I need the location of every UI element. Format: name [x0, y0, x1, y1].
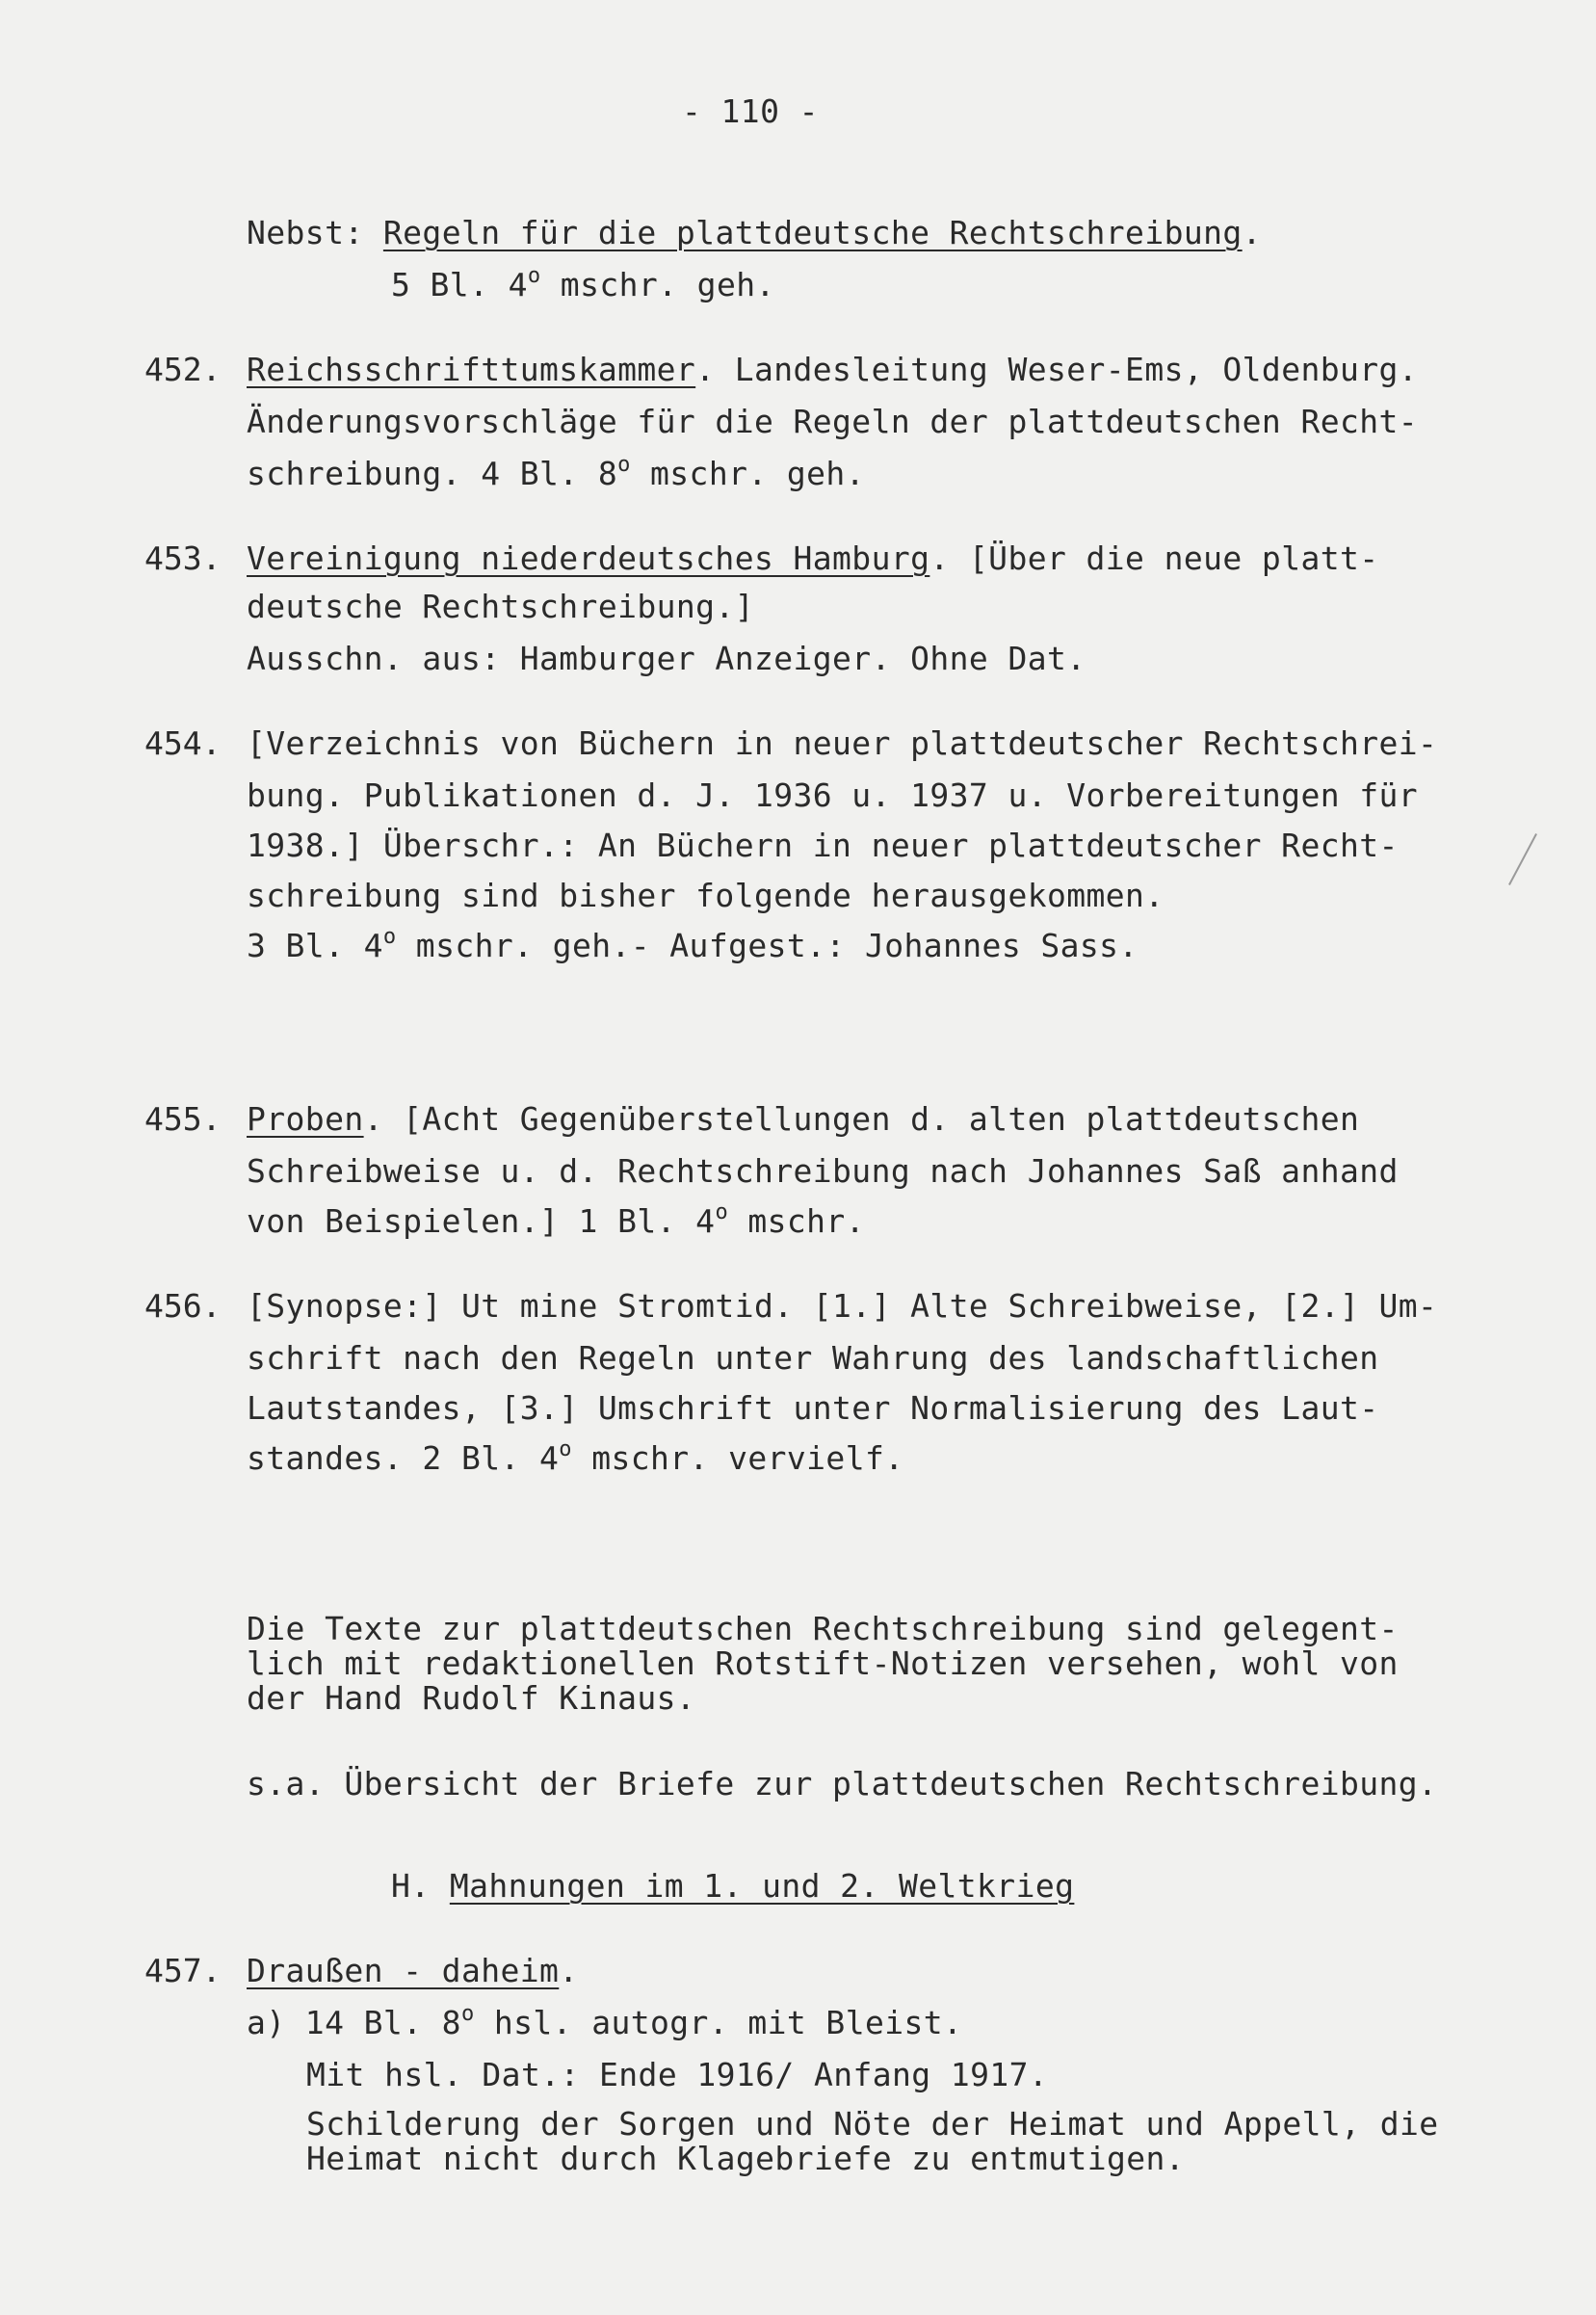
entry-457-item-a-rest: hsl. autogr. mit Bleist.: [474, 2004, 963, 2041]
entry-453-line1-rest: . [Über die neue platt-: [929, 539, 1379, 577]
entry-457-desc1: Schilderung der Sorgen und Nöte der Heimat und Appell, die: [306, 2105, 1439, 2143]
nebst-desc: [391, 266, 775, 304]
entry-452-sup: o: [617, 453, 631, 477]
entry-457-sup: o: [460, 2002, 475, 2026]
nebst-line: [247, 214, 1262, 252]
pencil-mark: [1508, 833, 1537, 885]
entry-453-line1: [247, 539, 1379, 578]
entry-452-title: Reichsschrifttumskammer: [247, 351, 696, 388]
entry-452-line2: Änderungsvorschläge für die Regeln der plattdeutschen Recht-: [247, 403, 1419, 440]
entry-455-line3-rest: mschr.: [728, 1202, 865, 1240]
entry-457-item-a: [247, 2004, 962, 2042]
entry-455-line3: [247, 1202, 865, 1241]
entry-452-line3-rest: mschr. geh.: [630, 455, 865, 492]
entry-452-line3: [247, 455, 865, 493]
entry-455-title: Proben: [247, 1100, 364, 1138]
entry-457-line1: [247, 1952, 579, 1990]
see-also-line: s.a. Übersicht der Briefe zur plattdeutschen Rechtschreibung.: [247, 1765, 1438, 1802]
entry-455-line1-rest: . [Acht Gegenüberstellungen d. alten plattdeutschen: [363, 1100, 1360, 1138]
entry-457-title: Draußen - daheim: [247, 1952, 560, 1989]
nebst-desc-sup: o: [527, 264, 541, 288]
entry-number-456: 456.: [144, 1287, 222, 1325]
section-title: Mahnungen im 1. und 2. Weltkrieg: [449, 1867, 1075, 1905]
entry-454-line5: [247, 927, 1138, 965]
section-heading: [391, 1867, 1074, 1906]
entry-453-line3: Ausschn. aus: Hamburger Anzeiger. Ohne Dat.: [247, 640, 1086, 677]
entry-456-line4: [247, 1439, 904, 1478]
entry-454-line4: schreibung sind bisher folgende herausgekommen.: [247, 877, 1164, 914]
entry-453-line2: deutsche Rechtschreibung.]: [247, 588, 754, 625]
entry-457-desc2: Heimat nicht durch Klagebriefe zu entmutigen.: [306, 2140, 1186, 2177]
entry-number-457: 457.: [144, 1952, 222, 1989]
entry-456-line1: [Synopse:] Ut mine Stromtid. [1.] Alte Schreibweise, [2.] Um-: [247, 1287, 1438, 1325]
entry-457-date: Mit hsl. Dat.: Ende 1916/ Anfang 1917.: [306, 2056, 1049, 2093]
entry-452-line3-text: schreibung. 4 Bl. 8: [247, 455, 618, 492]
entry-455-line3-text: von Beispielen.] 1 Bl. 4: [247, 1202, 716, 1240]
entry-454-line1: [Verzeichnis von Büchern in neuer plattdeutscher Rechtschrei-: [247, 724, 1438, 762]
entry-456-line2: schrift nach den Regeln unter Wahrung des landschaftlichen: [247, 1339, 1379, 1377]
entry-456-line4-rest: mschr. vervielf.: [571, 1439, 904, 1477]
section-prefix: H.: [391, 1867, 450, 1905]
nebst-label: Nebst:: [247, 214, 364, 251]
entry-455-line2: Schreibweise u. d. Rechtschreibung nach Johannes Saß anhand: [247, 1152, 1399, 1190]
entry-456-sup: o: [559, 1437, 572, 1461]
entry-454-line3: 1938.] Überschr.: An Büchern in neuer plattdeutscher Recht-: [247, 827, 1399, 864]
nebst-end: .: [1242, 214, 1262, 251]
note-line3: der Hand Rudolf Kinaus.: [247, 1679, 696, 1717]
entry-number-454: 454.: [144, 724, 222, 762]
nebst-desc-rest: mschr. geh.: [540, 266, 775, 303]
entry-455-sup: o: [715, 1200, 729, 1224]
nebst-title: Regeln für die plattdeutsche Rechtschreibung: [382, 214, 1243, 251]
note-line1: Die Texte zur plattdeutschen Rechtschreibung sind gelegent-: [247, 1610, 1399, 1647]
entry-number-455: 455.: [144, 1100, 222, 1138]
entry-456-line4-text: standes. 2 Bl. 4: [247, 1439, 560, 1477]
entry-452-line1-rest: . Landesleitung Weser-Ems, Oldenburg.: [695, 351, 1419, 388]
entry-456-line3: Lautstandes, [3.] Umschrift unter Normalisierung des Laut-: [247, 1389, 1379, 1427]
entry-454-line5-rest: mschr. geh.- Aufgest.: Johannes Sass.: [396, 927, 1138, 964]
note-line2: lich mit redaktionellen Rotstift-Notizen versehen, wohl von: [247, 1644, 1399, 1682]
entry-457-item-a-text: a) 14 Bl. 8: [247, 2004, 461, 2041]
entry-number-453: 453.: [144, 539, 222, 577]
page-number: - 110 -: [682, 92, 819, 130]
entry-455-line1: [247, 1100, 1359, 1139]
entry-452-line1: [247, 351, 1418, 389]
nebst-desc-text: 5 Bl. 4: [391, 266, 528, 303]
entry-454-line5-text: 3 Bl. 4: [247, 927, 383, 964]
entry-453-title: Vereinigung niederdeutsches Hamburg: [247, 539, 930, 577]
entry-454-sup: o: [382, 925, 397, 949]
entry-number-452: 452.: [144, 351, 222, 388]
entry-457-title-end: .: [559, 1952, 579, 1989]
entry-454-line2: bung. Publikationen d. J. 1936 u. 1937 u. Vorbereitungen für: [247, 776, 1419, 814]
